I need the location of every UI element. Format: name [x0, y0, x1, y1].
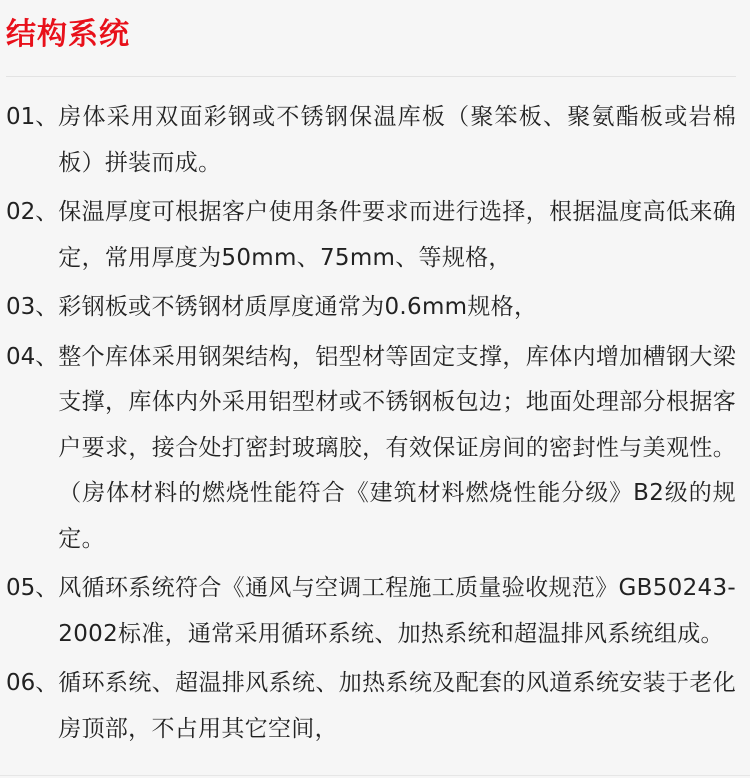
item-number: 04、 — [6, 343, 59, 370]
item-number: 06、 — [6, 670, 59, 696]
item-number: 05、 — [6, 575, 59, 601]
item-text: 循环系统、超温排风系统、加热系统及配套的风道系统安装于老化房顶部，不占用其它空间， — [58, 670, 736, 742]
item-text: 整个库体采用钢架结构，铝型材等固定支撑，库体内增加槽钢大梁支撑，库体内外采用铝型材或不锈钢板包边；地面处理部分根据客户要求，接合处打密封玻璃胶，有效保证房间的密封性与美观性。（房体材料的燃烧性能符合《建筑材料燃烧性能分级》B2级的规定。 — [58, 343, 736, 552]
item-number: 03、 — [6, 294, 59, 320]
list-item — [6, 285, 736, 331]
spec-list — [6, 95, 736, 752]
list-item — [6, 661, 736, 752]
bottom-divider — [0, 775, 750, 776]
item-number: 02、 — [6, 199, 59, 225]
item-number: 01、 — [6, 104, 59, 130]
title-divider — [6, 76, 736, 77]
item-text: 房体采用双面彩钢或不锈钢保温库板（聚笨板、聚氨酯板或岩棉板）拼装而成。 — [58, 104, 736, 176]
item-text: 保温厚度可根据客户使用条件要求而进行选择，根据温度高低来确定，常用厚度为50mm、75mm、等规格， — [58, 199, 736, 271]
section-title: 结构系统 — [6, 17, 130, 52]
item-text: 彩钢板或不锈钢材质厚度通常为0.6mm规格， — [58, 294, 538, 320]
list-item — [6, 190, 736, 281]
list-item — [6, 566, 736, 657]
list-item — [6, 95, 736, 186]
item-text: 风循环系统符合《通风与空调工程施工质量验收规范》GB50243-2002标准，通常采用循环系统、加热系统和超温排风系统组成。 — [58, 575, 736, 647]
list-item — [6, 335, 736, 563]
